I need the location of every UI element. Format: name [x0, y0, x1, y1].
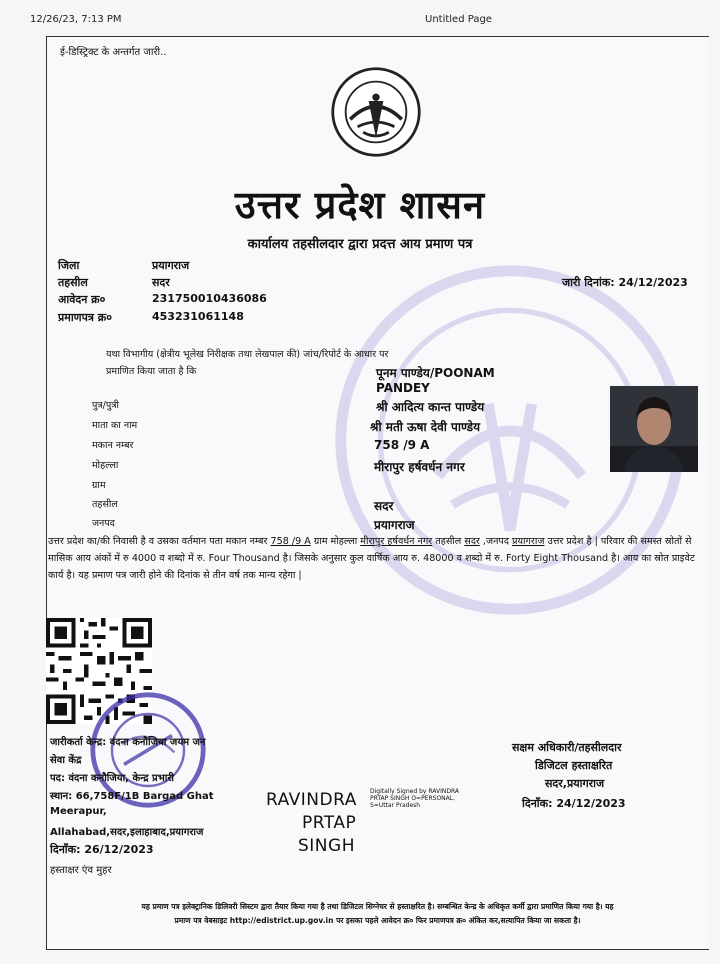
tehsil-label: तहसील — [58, 276, 88, 289]
print-timestamp: 12/26/23, 7:13 PM — [30, 14, 122, 25]
house-number-label: मकान नम्बर — [92, 440, 134, 451]
mohalla-value: मीरापुर हर्षवर्धन नगर — [374, 460, 465, 474]
intro-line-1: यथा विभागीय (क्षेत्रीय भूलेख निरीक्षक तथा लेखपाल की) जांच/रिपोर्ट के आधार पर — [106, 349, 389, 360]
issuer-address-line-2: Meerapur, — [50, 806, 107, 817]
edistrict-issued-line: ई-डिस्ट्रिक्ट के अन्तर्गत जारी.. — [60, 47, 167, 58]
parent-value: श्री आदित्य कान्त पाण्डेय — [376, 400, 485, 414]
issuer-date: दिनाँक: 26/12/2023 — [50, 843, 154, 856]
footer-line-1: यह प्रमाण पत्र इलेक्ट्रानिक डिलिवरी सिस्टम द्वारा तैयार किया गया है तथा डिजिटल सिग्नेचर से हस्ताक्षरित है। सम्बन्धित केन्द्र के अधिकृत कर्मी द्वारा प्रमाणित किया गया है। यह — [141, 902, 614, 911]
print-page-title: Untitled Page — [425, 14, 492, 25]
district-value: प्रयागराज — [152, 259, 190, 272]
applicant-name-line-1: पूनम पाण्डेय/POONAM — [376, 366, 495, 380]
house-number-value: 758 /9 A — [374, 438, 430, 452]
tehsil-value: सदर — [152, 276, 170, 289]
officer-designation: सक्षम अधिकारी/तहसीलदार — [512, 741, 622, 754]
mother-value: श्री मती ऊषा देवी पाण्डेय — [370, 420, 481, 434]
district-label: जिला — [58, 259, 80, 272]
details-tehsil-label: तहसील — [92, 499, 118, 510]
signature-and-seal-label: हस्ताक्षर एंव मुहर — [50, 865, 112, 876]
signer-name-line-3: SINGH — [298, 836, 355, 856]
applicant-name-line-2: PANDEY — [376, 381, 430, 395]
issuer-address-line-1: स्थान: 66,758F/1B Bargad Ghat — [50, 791, 214, 802]
issue-date: जारी दिनांक: 24/12/2023 — [562, 276, 688, 289]
digitally-signed-label: डिजिटल हस्ताक्षरित — [535, 759, 613, 772]
issuer-center-line-1: जारीकर्ता केन्द्र: वंदना कनौजिया जयम जन — [50, 737, 206, 748]
footer-line-2: प्रमाण पत्र वेबसाइट http://edistrict.up.gov.in पर इसका पहले आवेदन क्र० फिर प्रमाणपत्र क्र० अंकित कर,सत्यापित किया जा सकता है। — [174, 916, 581, 925]
officer-date: दिनाँक: 24/12/2023 — [522, 797, 626, 810]
certificate-subtitle: कार्यालय तहसीलदार द्वारा प्रदत्त आय प्रमाण पत्र — [247, 237, 473, 252]
janpad-label: जनपद — [92, 518, 115, 529]
certificate-number-value: 453231061148 — [152, 310, 244, 323]
application-number-label: आवेदन क्र० — [58, 293, 106, 306]
village-label: ग्राम — [92, 480, 106, 491]
verification-footer — [50, 900, 705, 928]
mother-label: माता का नाम — [92, 420, 138, 431]
issuer-designation: पद: वंदना कनौजिया, केन्द्र प्रभारी — [50, 773, 175, 784]
applicant-photo-icon — [610, 386, 698, 472]
janpad-value: प्रयागराज — [374, 518, 415, 532]
issuer-address-line-3: Allahabad,सदर,इलाहाबाद,प्रयागराज — [50, 827, 204, 838]
signer-name-line-2: PRTAP — [302, 813, 357, 833]
application-number-value: 231750010436086 — [152, 292, 267, 305]
government-title: उत्तर प्रदेश शासन — [234, 182, 486, 227]
mohalla-label: मोहल्ला — [92, 460, 119, 471]
parent-label: पुत्र/पुत्री — [92, 400, 119, 411]
officer-location: सदर,प्रयागराज — [545, 777, 605, 790]
issuer-center-line-2: सेवा केंद्र — [50, 755, 82, 766]
signer-name-line-1: RAVINDRA — [266, 790, 357, 810]
details-tehsil-value: सदर — [374, 499, 394, 513]
digital-signature-note: Digitally Signed by RAVINDRA PRTAP SINGH O=PERSONAL, S=Uttar Pradesh — [370, 788, 460, 809]
certificate-body-paragraph: उत्तर प्रदेश का/की निवासी है व उसका वर्तमान पता मकान नम्बर 758 /9 A ग्राम मोहल्ला मीरापुर हर्षवर्धन नगर तहसील सदर ,जनपद प्रयागराज उत्तर प्रदेश है | परिवार की समस्त स्रोतों से मासिक आय अंकों में रु 4000 व शब्दो में रु. Four Thousand है। जिसके अनुसार कुल वार्षिक आय रु. 48000 व शब्दो में रु. Forty Eight Thousand है। आय का स्रोत प्राइवेट कार्य है। यह प्रमाण पत्र जारी होने की दिनांक से तीन वर्ष तक मान्य रहेगा | — [48, 536, 695, 581]
intro-line-2: प्रमाणित किया जाता है कि — [106, 366, 197, 377]
up-government-emblem-icon — [330, 66, 422, 158]
certificate-number-label: प्रमाणपत्र क्र० — [58, 311, 112, 324]
